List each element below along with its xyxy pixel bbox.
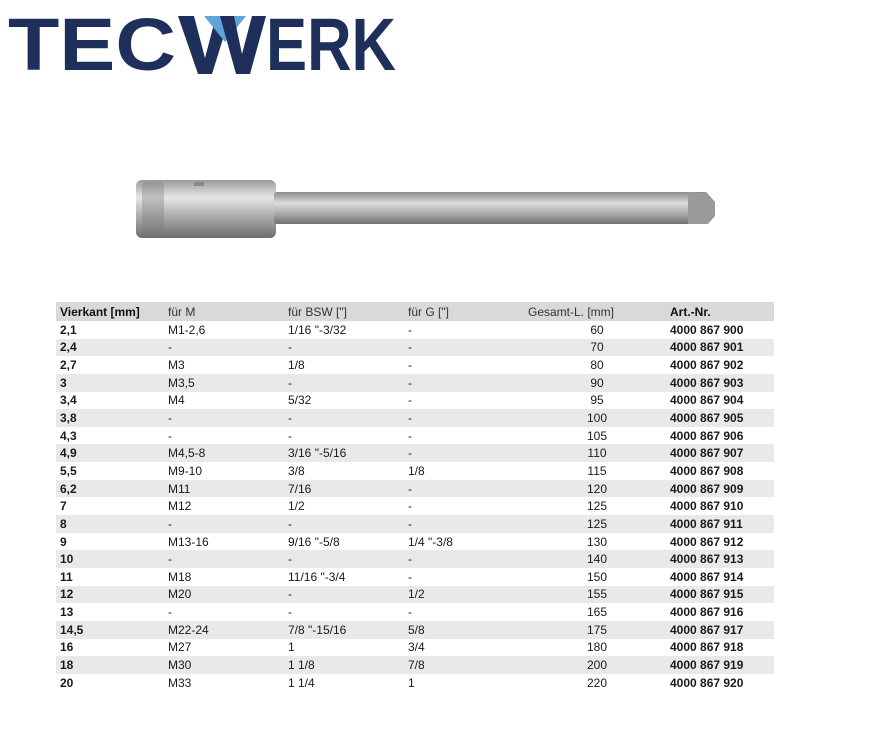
cell-fuer-bsw: -: [284, 409, 404, 427]
cell-art-nr: 4000 867 902: [670, 358, 744, 373]
cell-vierkant: 3: [56, 374, 164, 392]
table-row: [56, 339, 774, 357]
cell-gesamt-laenge: 180: [586, 640, 608, 655]
cell-fuer-g: 1/4 "-3/8: [408, 534, 453, 549]
cell-fuer-bsw: -: [284, 550, 404, 568]
header-fuer-bsw: für BSW ["]: [284, 302, 404, 321]
cell-fuer-g: 1: [408, 675, 415, 690]
table-row: [56, 497, 774, 515]
header-vierkant: Vierkant [mm]: [56, 302, 164, 321]
cell-fuer-m: M33: [168, 675, 192, 690]
cell-art-nr: 4000 867 918: [670, 640, 744, 655]
cell-art-nr: 4000 867 906: [670, 428, 744, 443]
cell-art-nr: 4000 867 915: [666, 586, 774, 604]
cell-vierkant: 16: [60, 640, 74, 655]
cell-gesamt-laenge: 95: [590, 393, 604, 408]
cell-gesamt-laenge: 90: [524, 374, 666, 392]
cell-fuer-g: -: [404, 515, 524, 533]
cell-vierkant: 5,5: [60, 463, 77, 478]
cell-fuer-g: -: [404, 409, 524, 427]
cell-gesamt-laenge: 125: [586, 499, 608, 514]
cell-art-nr: 4000 867 912: [670, 534, 744, 549]
cell-gesamt-laenge: 80: [590, 358, 604, 373]
cell-fuer-m: M27: [168, 640, 192, 655]
cell-fuer-g: -: [404, 374, 524, 392]
cell-fuer-bsw: -: [288, 605, 292, 620]
cell-fuer-m: -: [164, 409, 284, 427]
cell-fuer-g: 1/8: [408, 463, 425, 478]
cell-gesamt-laenge: 125: [524, 515, 666, 533]
cell-vierkant: 7: [60, 499, 67, 514]
cell-fuer-m: M13-16: [168, 534, 209, 549]
cell-vierkant: 2,4: [56, 339, 164, 357]
cell-fuer-bsw: 1/2: [288, 499, 305, 514]
cell-fuer-bsw: 3/16 "-5/16: [284, 444, 404, 462]
cell-fuer-m: M9-10: [168, 463, 203, 478]
tap-wrench-extension-icon: [128, 172, 728, 252]
cell-gesamt-laenge: 120: [524, 480, 666, 498]
cell-fuer-m: -: [168, 605, 172, 620]
table-row: [56, 392, 774, 410]
cell-fuer-bsw: -: [284, 515, 404, 533]
cell-vierkant: 6,2: [56, 480, 164, 498]
cell-fuer-m: M12: [168, 499, 192, 514]
cell-vierkant: 8: [56, 515, 164, 533]
cell-vierkant: 3,4: [60, 393, 77, 408]
cell-fuer-g: -: [404, 480, 524, 498]
cell-vierkant: 18: [56, 656, 164, 674]
cell-art-nr: 4000 867 907: [666, 444, 774, 462]
table-row: [56, 374, 774, 392]
cell-fuer-g: 5/8: [404, 621, 524, 639]
cell-fuer-g: -: [404, 339, 524, 357]
tap-wrench-extension-image: [128, 172, 728, 252]
cell-vierkant: 4,3: [60, 428, 77, 443]
cell-fuer-bsw: 7/8 "-15/16: [284, 621, 404, 639]
cell-gesamt-laenge: 130: [586, 534, 608, 549]
table-row: [56, 674, 774, 692]
cell-fuer-bsw: -: [284, 586, 404, 604]
cell-art-nr: 4000 867 901: [666, 339, 774, 357]
cell-fuer-m: M4,5-8: [164, 444, 284, 462]
cell-vierkant: 2,7: [60, 358, 77, 373]
table-header-row: [56, 302, 774, 321]
cell-art-nr: 4000 867 910: [670, 499, 744, 514]
table-row: [56, 515, 774, 533]
cell-fuer-bsw: 5/32: [288, 393, 312, 408]
cell-gesamt-laenge: 60: [590, 322, 604, 337]
cell-art-nr: 4000 867 903: [666, 374, 774, 392]
cell-vierkant: 11: [60, 569, 73, 584]
cell-fuer-g: 1/2: [404, 586, 524, 604]
cell-fuer-bsw: 11/16 "-3/4: [288, 569, 346, 584]
table-row: [56, 427, 774, 445]
cell-fuer-m: -: [164, 515, 284, 533]
cell-fuer-bsw: 1: [288, 640, 295, 655]
svg-text:TEC: TEC: [8, 3, 176, 86]
cell-fuer-m: M18: [168, 569, 192, 584]
cell-fuer-g: -: [408, 499, 412, 514]
cell-fuer-g: 3/4: [408, 640, 425, 655]
cell-fuer-g: -: [408, 393, 412, 408]
header-art-nr: Art.-Nr.: [666, 302, 774, 321]
cell-art-nr: 4000 867 917: [666, 621, 774, 639]
cell-vierkant: 13: [60, 605, 74, 620]
specs-table: [56, 302, 774, 691]
cell-fuer-m: M11: [164, 480, 284, 498]
table-row: [56, 444, 774, 462]
cell-gesamt-laenge: 115: [587, 463, 607, 478]
table-row: [56, 586, 774, 604]
cell-fuer-bsw: 1 1/8: [284, 656, 404, 674]
table-row: [56, 656, 774, 674]
cell-art-nr: 4000 867 916: [670, 605, 744, 620]
cell-fuer-m: M20: [164, 586, 284, 604]
cell-gesamt-laenge: 70: [524, 339, 666, 357]
cell-vierkant: 9: [60, 534, 67, 549]
cell-art-nr: 4000 867 909: [666, 480, 774, 498]
cell-fuer-g: -: [408, 358, 412, 373]
cell-fuer-bsw: 1/8: [288, 358, 305, 373]
cell-vierkant: 3,8: [56, 409, 164, 427]
cell-gesamt-laenge: 155: [524, 586, 666, 604]
table-row: [56, 462, 774, 480]
cell-art-nr: 4000 867 911: [666, 515, 774, 533]
cell-vierkant: 14,5: [56, 621, 164, 639]
cell-vierkant: 10: [56, 550, 164, 568]
cell-fuer-bsw: -: [284, 339, 404, 357]
cell-gesamt-laenge: 200: [524, 656, 666, 674]
cell-fuer-m: M3: [168, 358, 185, 373]
cell-gesamt-laenge: 140: [524, 550, 666, 568]
cell-vierkant: 12: [56, 586, 164, 604]
cell-fuer-bsw: -: [284, 374, 404, 392]
cell-gesamt-laenge: 175: [524, 621, 666, 639]
cell-fuer-g: 7/8: [404, 656, 524, 674]
table-row: [56, 409, 774, 427]
header-fuer-g: für G ["]: [404, 302, 524, 321]
cell-fuer-bsw: 3/8: [288, 463, 305, 478]
cell-fuer-m: M3,5: [164, 374, 284, 392]
header-gesamt-laenge: Gesamt-L. [mm]: [524, 302, 666, 321]
cell-gesamt-laenge: 165: [586, 605, 608, 620]
table-row: [56, 480, 774, 498]
table-row: [56, 568, 774, 586]
table-row: [56, 621, 774, 639]
cell-art-nr: 4000 867 920: [670, 675, 744, 690]
cell-gesamt-laenge: 110: [524, 444, 666, 462]
cell-vierkant: 4,9: [56, 444, 164, 462]
logo-w-mark: [178, 16, 266, 74]
cell-art-nr: 4000 867 905: [666, 409, 774, 427]
cell-fuer-g: -: [404, 550, 524, 568]
cell-fuer-m: -: [164, 550, 284, 568]
header-fuer-m: für M: [164, 302, 284, 321]
cell-art-nr: 4000 867 900: [670, 322, 744, 337]
tecwerk-logo: [8, 3, 398, 86]
cell-fuer-m: -: [168, 428, 172, 443]
table-row: [56, 533, 774, 551]
cell-gesamt-laenge: 220: [586, 675, 608, 690]
cell-fuer-g: -: [408, 605, 412, 620]
cell-vierkant: 20: [60, 675, 74, 690]
cell-fuer-m: M30: [164, 656, 284, 674]
cell-art-nr: 4000 867 914: [670, 569, 744, 584]
table-row: [56, 550, 774, 568]
cell-fuer-m: M4: [168, 393, 185, 408]
cell-fuer-m: M22-24: [164, 621, 284, 639]
cell-fuer-bsw: -: [288, 428, 292, 443]
cell-fuer-bsw: 9/16 "-5/8: [288, 534, 340, 549]
cell-fuer-bsw: 1 1/4: [288, 675, 315, 690]
cell-fuer-m: -: [164, 339, 284, 357]
cell-fuer-g: -: [408, 428, 412, 443]
table-row: [56, 639, 774, 657]
cell-fuer-bsw: 1/16 "-3/32: [288, 322, 347, 337]
cell-fuer-m: M1-2,6: [168, 322, 206, 337]
cell-fuer-g: -: [408, 322, 412, 337]
cell-fuer-bsw: 7/16: [284, 480, 404, 498]
table-row: [56, 603, 774, 621]
svg-text:ERK: ERK: [266, 3, 396, 86]
cell-art-nr: 4000 867 913: [666, 550, 774, 568]
table-row: [56, 321, 774, 339]
cell-fuer-g: -: [404, 444, 524, 462]
cell-gesamt-laenge: 150: [586, 569, 608, 584]
cell-art-nr: 4000 867 919: [666, 656, 774, 674]
table-row: [56, 356, 774, 374]
cell-fuer-g: -: [408, 569, 412, 584]
cell-art-nr: 4000 867 908: [670, 463, 744, 478]
cell-vierkant: 2,1: [60, 322, 77, 337]
cell-art-nr: 4000 867 904: [670, 393, 744, 408]
cell-gesamt-laenge: 100: [524, 409, 666, 427]
cell-gesamt-laenge: 105: [586, 428, 608, 443]
